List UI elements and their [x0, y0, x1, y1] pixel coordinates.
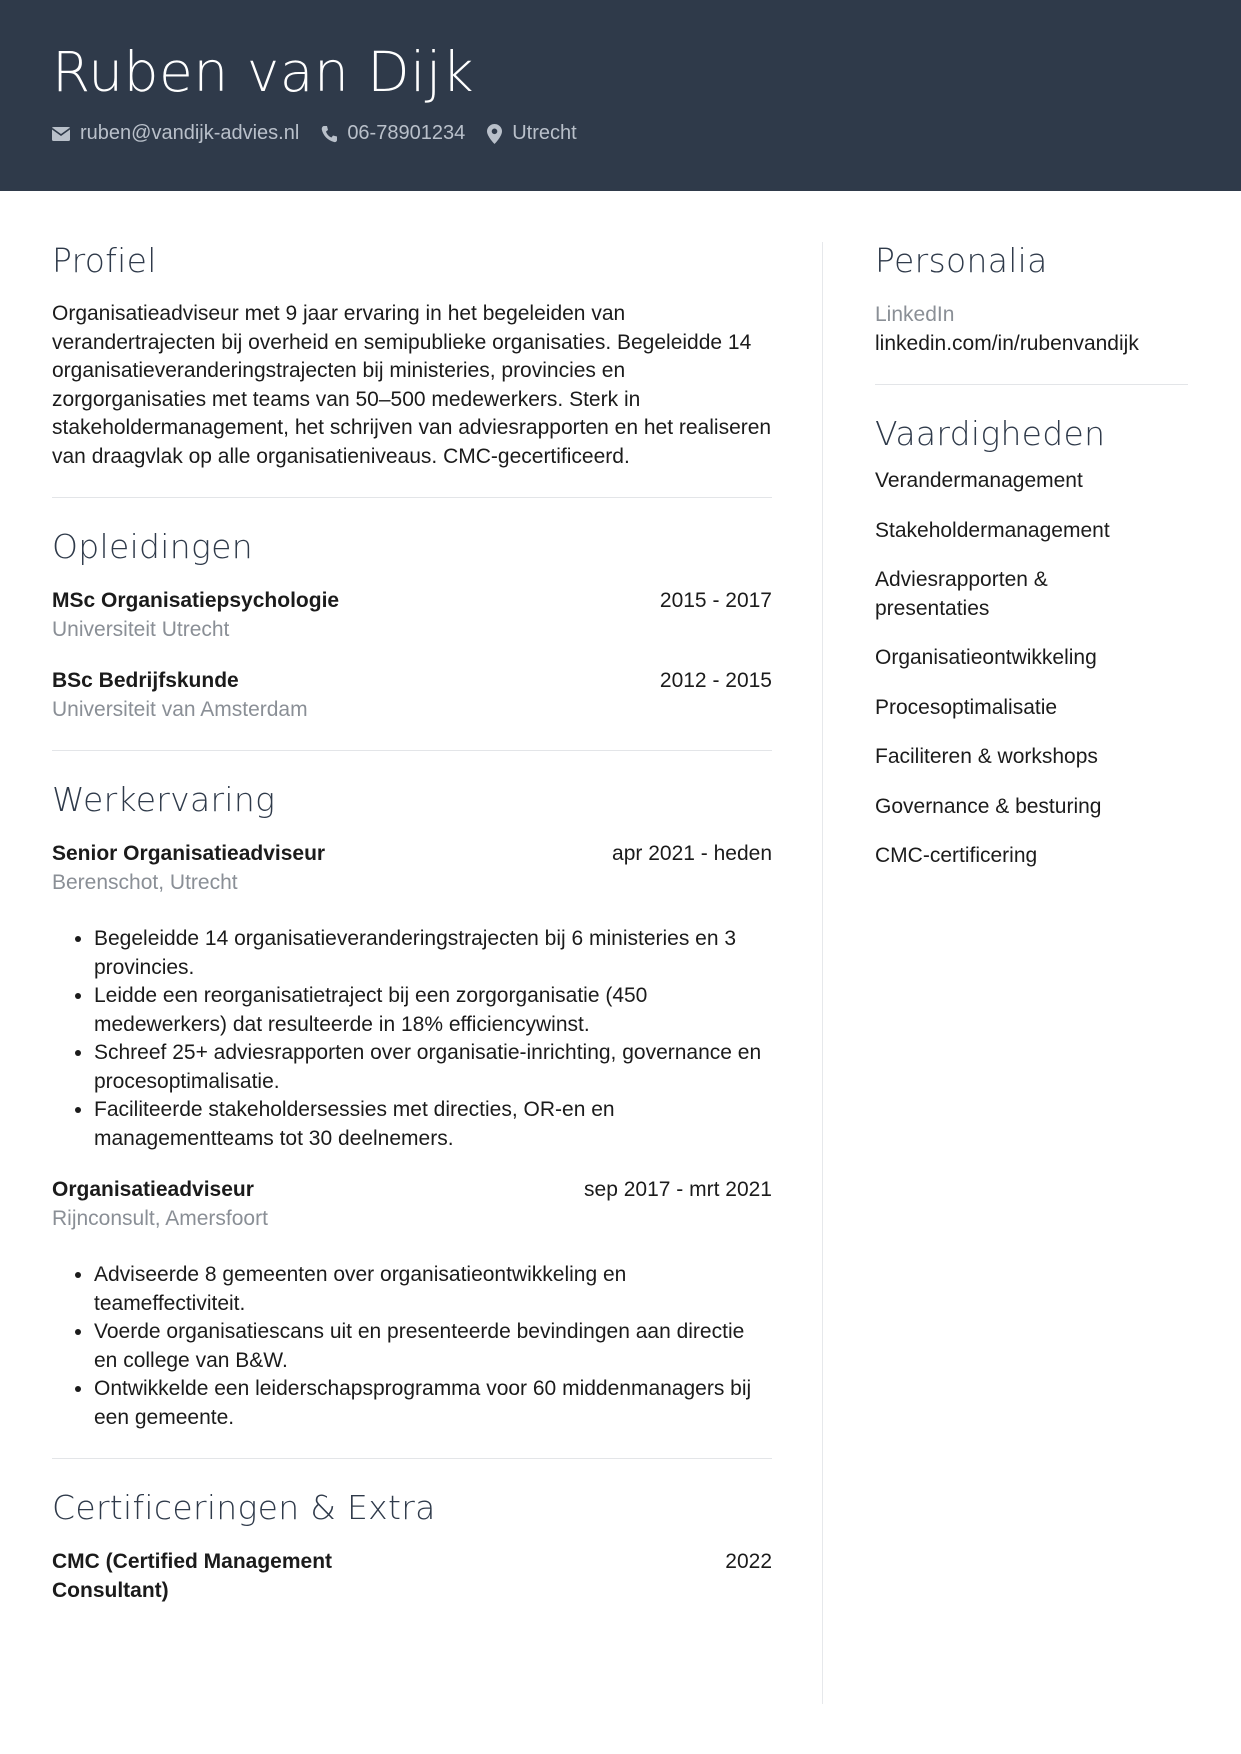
candidate-name: Ruben van Dijk — [52, 40, 475, 104]
job-dates: sep 2017 - mrt 2021 — [584, 1178, 772, 1201]
education-heading: Opleidingen — [52, 527, 253, 566]
section-divider — [875, 384, 1188, 385]
job-company: Berenschot, Utrecht — [52, 871, 238, 894]
skill-item: Stakeholdermanagement — [875, 518, 1110, 542]
school-name: Universiteit van Amsterdam — [52, 698, 308, 721]
job-dates: apr 2021 - heden — [612, 842, 772, 865]
contact-phone[interactable] — [321, 122, 465, 145]
job-role: Senior Organisatieadviseur — [52, 842, 326, 865]
profile-section — [52, 240, 772, 471]
header-banner — [0, 0, 1241, 191]
personal-heading: Personalia — [875, 241, 1048, 280]
job-bullets — [52, 1261, 772, 1432]
skill-item: CMC-certificering — [875, 844, 1038, 867]
profile-text: Organisatieadviseur met 9 jaar ervaring in het begeleiden van verandertrajecten bij overheid en semipublieke organisaties. Begeleidde 14 organisatieveranderingstrajecten bij ministeries, provincies en zorgorganisaties met teams van 50–500 medewerkers. Sterk in stakeholdermanagement, het schrijven van adviesrapporten en het realiseren van draagvlak op alle organisatieniveaus. CMC-gecertificeerd. — [52, 302, 772, 468]
certification-entry — [52, 1547, 772, 1605]
job-bullets — [52, 925, 772, 1153]
school-name: Universiteit Utrecht — [52, 618, 230, 641]
skill-item: Governance & besturing — [875, 794, 1102, 818]
map-pin-icon — [487, 124, 502, 144]
location-text: Utrecht — [512, 122, 577, 144]
certification-name: CMC (Certified Management Consultant) — [52, 1550, 333, 1602]
personal-section — [875, 240, 1188, 358]
column-divider — [822, 242, 823, 1704]
job-bullet: • Voerde organisatiescans uit en presenteerde bevindingen aan directie en college van B&W. — [94, 1318, 772, 1375]
contact-email[interactable] — [52, 122, 299, 145]
skill-item: Organisatieontwikkeling — [875, 646, 1097, 669]
certifications-section — [52, 1487, 772, 1605]
skill-item: Procesoptimalisatie — [875, 695, 1058, 719]
job-role: Organisatieadviseur — [52, 1178, 254, 1201]
job-bullet: • Faciliteerde stakeholdersessies met directies, OR-en en managementteams tot 30 deelnemers. — [94, 1096, 772, 1153]
education-entry — [52, 586, 772, 644]
linkedin-link[interactable]: linkedin.com/in/rubenvandijk — [875, 332, 1139, 355]
job-entry — [52, 839, 772, 1153]
email-text: ruben@vandijk-advies.nl — [80, 122, 300, 144]
experience-section — [52, 779, 772, 1432]
skill-item: Faciliteren & workshops — [875, 745, 1098, 768]
job-entry — [52, 1175, 772, 1432]
sidebar — [875, 240, 1188, 892]
job-bullet: • Ontwikkelde een leiderschapsprogramma voor 60 middenmanagers bij een gemeente. — [94, 1375, 772, 1432]
education-entry — [52, 666, 772, 724]
section-divider — [52, 1458, 772, 1459]
job-company: Rijnconsult, Amersfoort — [52, 1207, 268, 1230]
phone-text: 06-78901234 — [347, 122, 466, 144]
profile-heading: Profiel — [52, 241, 157, 280]
education-section — [52, 526, 772, 724]
skills-section — [875, 413, 1188, 871]
degree-title: MSc Organisatiepsychologie — [52, 589, 340, 612]
contact-bar — [52, 122, 599, 145]
certification-year: 2022 — [725, 1550, 772, 1573]
contact-location — [487, 122, 576, 145]
job-bullet: • Leidde een reorganisatietraject bij een zorgorganisatie (450 medewerkers) dat resulteerde in 18% efficiencywinst. — [94, 982, 772, 1039]
phone-icon — [321, 125, 337, 143]
linkedin-label: LinkedIn — [875, 303, 955, 326]
skill-item: Adviesrapporten & presentaties — [875, 568, 1048, 620]
experience-heading: Werkervaring — [52, 780, 276, 819]
certifications-heading: Certificeringen & Extra — [52, 1488, 436, 1527]
section-divider — [52, 497, 772, 498]
education-dates: 2015 - 2017 — [659, 589, 772, 612]
job-bullet: • Begeleidde 14 organisatieveranderingstrajecten bij 6 ministeries en 3 provincies. — [94, 925, 772, 982]
main-column — [52, 240, 772, 1627]
skills-heading: Vaardigheden — [875, 414, 1106, 453]
degree-title: BSc Bedrijfskunde — [52, 669, 239, 692]
section-divider — [52, 750, 772, 751]
skill-item: Verandermanagement — [875, 469, 1083, 492]
job-bullet: • Schreef 25+ adviesrapporten over organisatie-inrichting, governance en procesoptimalisatie. — [94, 1039, 772, 1096]
education-dates: 2012 - 2015 — [659, 669, 772, 692]
job-bullet: • Adviseerde 8 gemeenten over organisatieontwikkeling en teameffectiviteit. — [94, 1261, 772, 1318]
envelope-icon — [52, 127, 70, 141]
